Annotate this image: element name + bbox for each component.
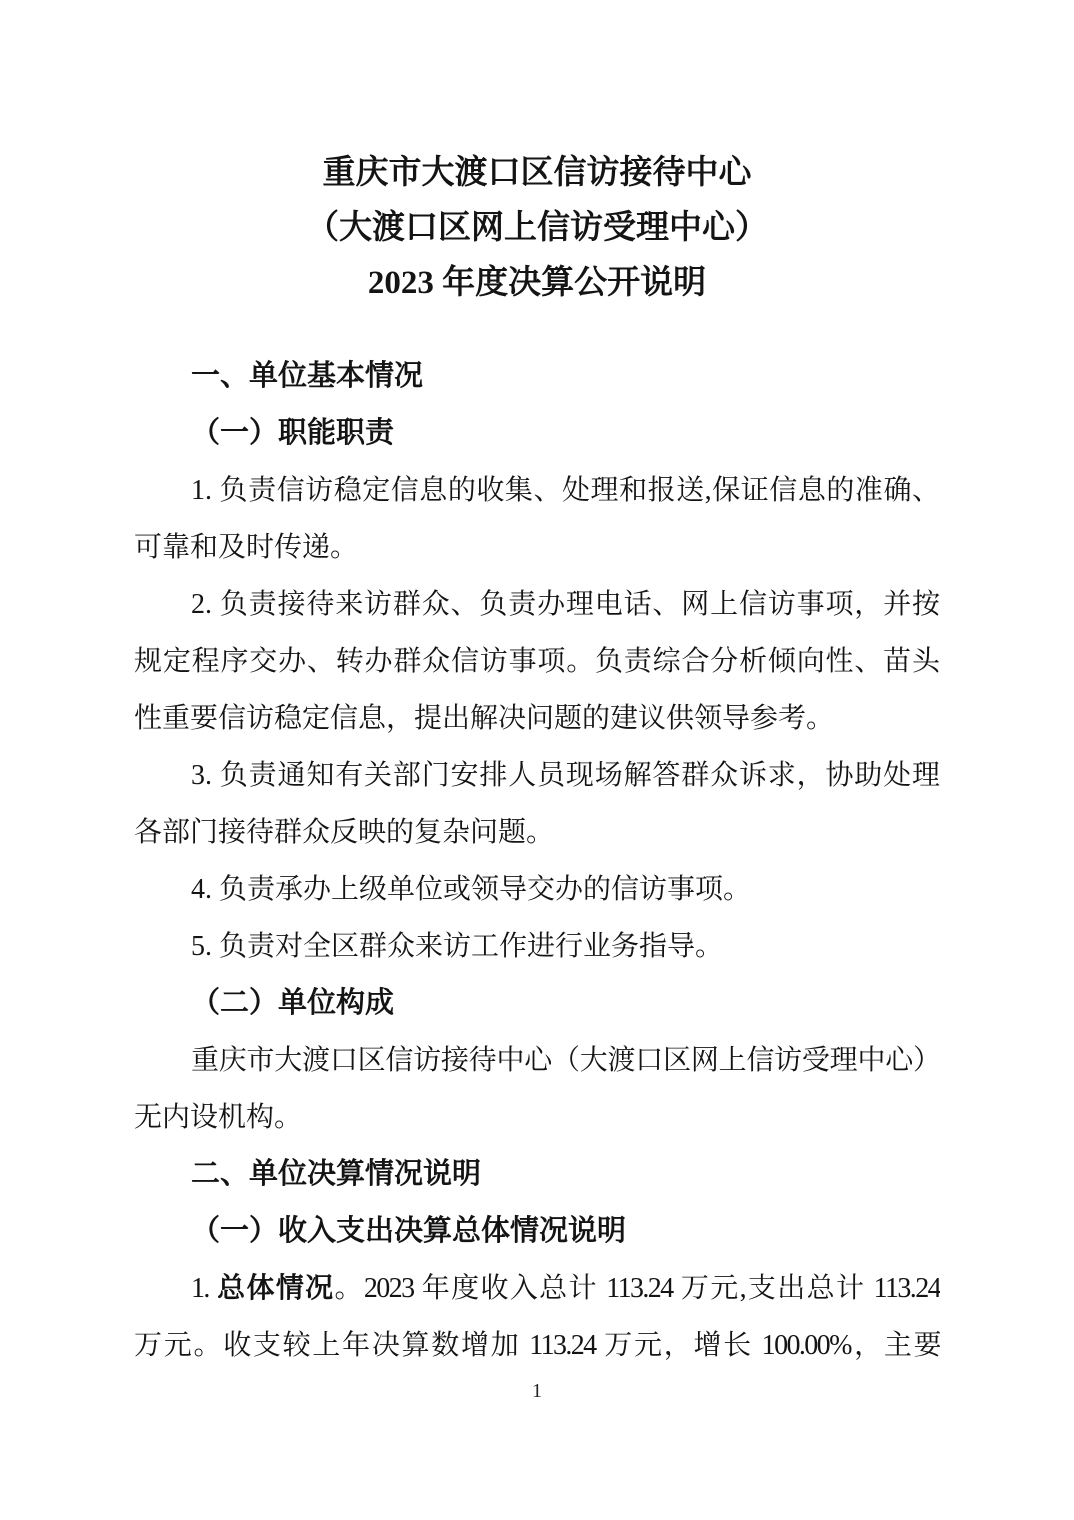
page-number: 1 xyxy=(532,1380,542,1402)
paragraph-line: 1. 负责信访稳定信息的收集、处理和报送,保证信息的准确、 xyxy=(191,475,940,506)
paragraph-line: 性重要信访稳定信息，提出解决问题的建议供领导参考。 xyxy=(134,703,835,734)
paragraph-line: 重庆市大渡口区信访接待中心（大渡口区网上信访受理中心） xyxy=(191,1045,940,1076)
section-1-heading: 一、单位基本情况 xyxy=(191,360,424,392)
paragraph-line: 各部门接待群众反映的复杂问题。 xyxy=(134,817,555,848)
document-content xyxy=(134,146,940,1374)
paragraph-line: 可靠和及时传递。 xyxy=(134,532,359,563)
paragraph-line: 规定程序交办、转办群众信访事项。负责综合分析倾向性、苗头 xyxy=(134,646,940,677)
paragraph-line: 5. 负责对全区群众来访工作进行业务指导。 xyxy=(191,931,724,962)
paragraph-bold-lead: 总体情况 xyxy=(217,1273,335,1304)
paragraph-line xyxy=(134,1260,940,1317)
paragraph-line: 万元。收支较上年决算数增加 113.24 万元，增长 100.00%，主要 xyxy=(134,1330,940,1361)
document-title-line-2: （大渡口区网上信访受理中心） xyxy=(306,210,768,246)
document-title-line-3: 2023 年度决算公开说明 xyxy=(367,265,707,301)
document-title-line-1: 重庆市大渡口区信访接待中心 xyxy=(322,155,752,191)
paragraph-line: 2. 负责接待来访群众、负责办理电话、网上信访事项，并按 xyxy=(191,589,940,620)
section-2-sub-1-heading: （一）收入支出决算总体情况说明 xyxy=(191,1215,627,1247)
section-1-sub-1-heading: （一）职能职责 xyxy=(191,417,395,449)
section-1-sub-2-heading: （二）单位构成 xyxy=(191,987,395,1019)
title-body-spacer xyxy=(134,311,940,348)
paragraph-line: 4. 负责承办上级单位或领导交办的信访事项。 xyxy=(191,874,752,905)
paragraph-line: 3. 负责通知有关部门安排人员现场解答群众诉求，协助处理 xyxy=(191,760,940,791)
paragraph-text-run: 。2023 年度收入总计 113.24 万元,支出总计 113.24 xyxy=(334,1273,940,1304)
section-2-heading: 二、单位决算情况说明 xyxy=(191,1158,482,1190)
paragraph-number-prefix: 1. xyxy=(191,1273,218,1304)
paragraph-line: 无内设机构。 xyxy=(134,1102,303,1133)
